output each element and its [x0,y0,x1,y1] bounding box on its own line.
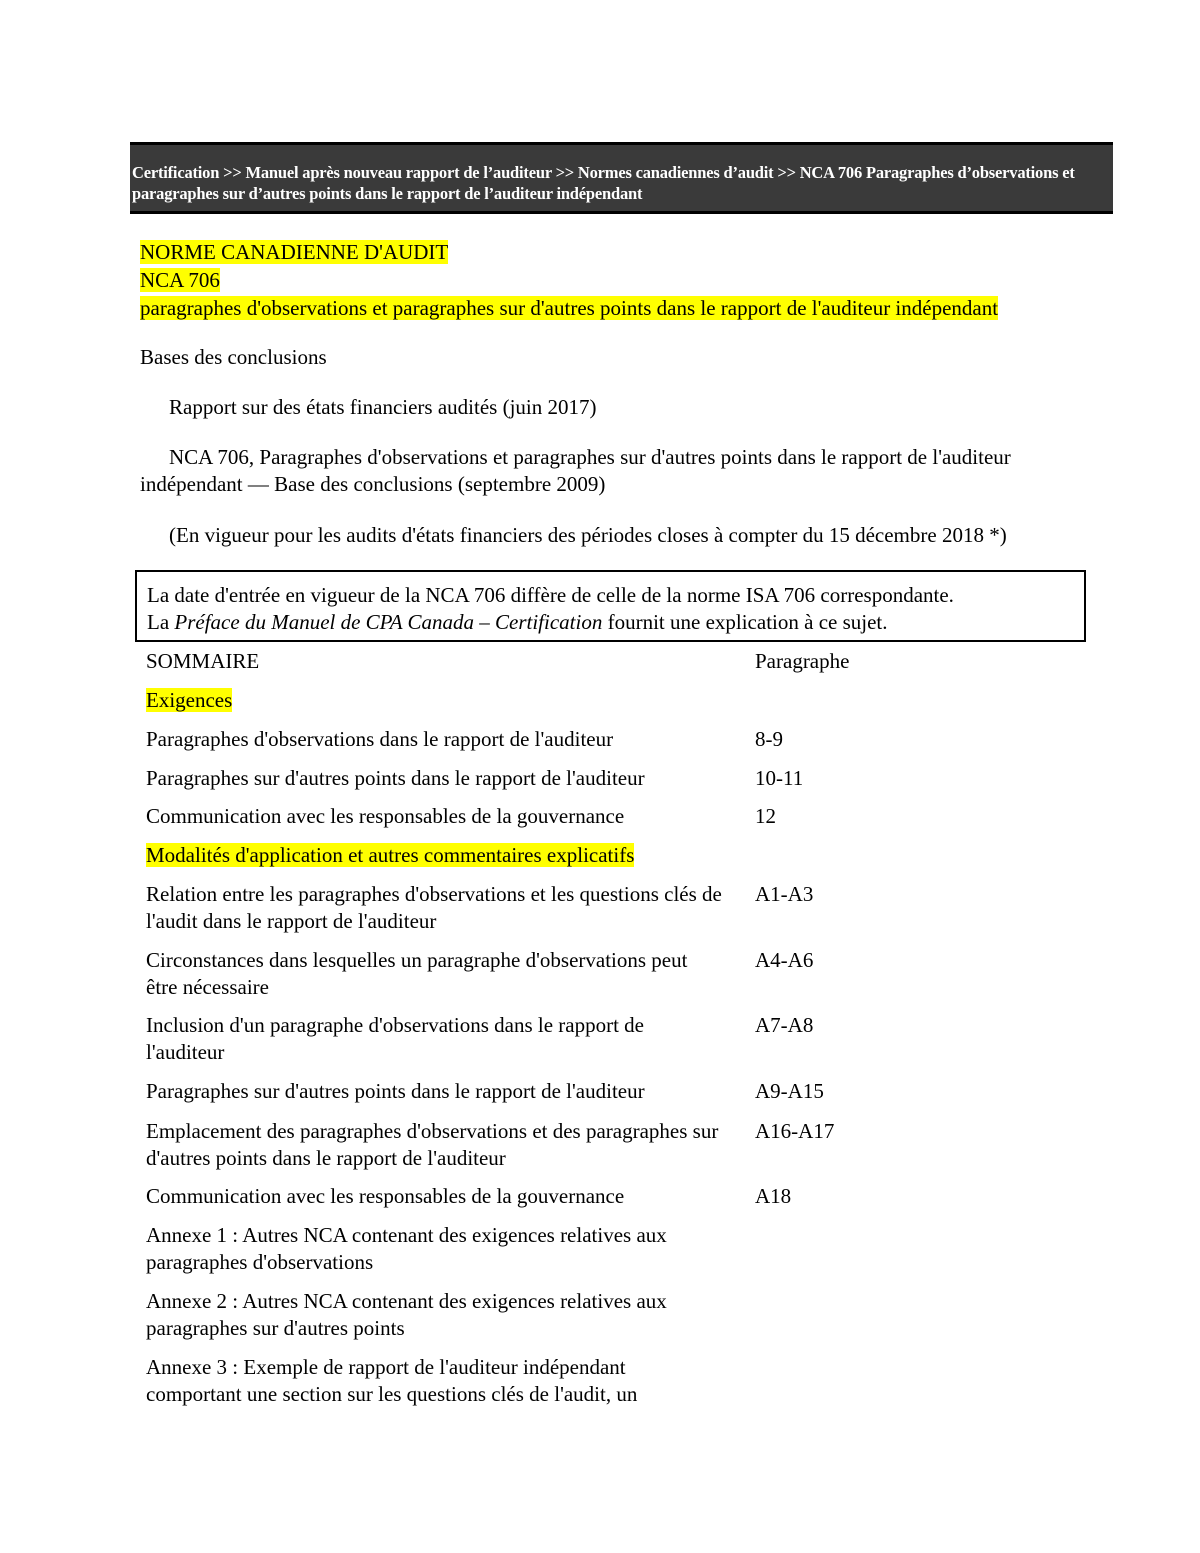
toc-row-label: Relation entre les paragraphes d'observations et les questions clés de l'audit dans le rapport de l'auditeur [146,882,722,933]
toc-row-label: Inclusion d'un paragraphe d'observations dans le rapport de l'auditeur [146,1013,645,1064]
notice-line-1: La date d'entrée en vigueur de la NCA 706 diffère de celle de la norme ISA 706 correspondante. [147,583,954,607]
toc-row-paragraph: 8-9 [755,727,783,751]
toc-header-paragraph: Paragraphe [755,649,850,673]
toc-row-label: Communication avec les responsables de la gouvernance [146,804,625,828]
toc-row-paragraph: 10-11 [755,766,804,790]
standard-heading [140,238,998,322]
toc-row-label: Emplacement des paragraphes d'observations et des paragraphes sur d'autres points dans le rapport de l'auditeur [146,1119,719,1170]
notice-line-2: La Préface du Manuel de CPA Canada – Certification fournit une explication à ce sujet. [147,610,888,634]
toc-row-paragraph: A1-A3 [755,882,814,906]
toc-row-paragraph: A18 [755,1184,792,1208]
notice-box [135,570,1086,642]
report-title: Rapport sur des états financiers audités (juin 2017) [169,395,597,419]
toc-row-paragraph: A7-A8 [755,1013,814,1037]
heading-standard-title: paragraphes d'observations et paragraphes sur d'autres points dans le rapport de l'auditeur indépendant [140,296,999,320]
toc-row-label: Circonstances dans lesquelles un paragraphe d'observations peut être nécessaire [146,948,688,999]
toc-row-paragraph: A16-A17 [755,1119,835,1143]
toc-row-paragraph: A4-A6 [755,948,814,972]
toc-row-label: Annexe 2 : Autres NCA contenant des exigences relatives aux paragraphes sur d'autres points [146,1289,667,1340]
toc-row-label: Paragraphes sur d'autres points dans le rapport de l'auditeur [146,1079,645,1103]
preface-reference: Préface du Manuel de CPA Canada – Certification [174,610,603,634]
toc-row-label: Communication avec les responsables de la gouvernance [146,1184,625,1208]
toc-row-paragraph: 12 [755,804,776,828]
toc-row-label: Paragraphes sur d'autres points dans le rapport de l'auditeur [146,766,645,790]
effective-date-note: (En vigueur pour les audits d'états financiers des périodes closes à compter du 15 décembre 2018 *) [169,523,1007,547]
nca-basis-line: NCA 706, Paragraphes d'observations et paragraphes sur d'autres points dans le rapport de l'auditeur indépendant — Base des conclusions (septembre 2009) [140,445,1011,496]
toc-row-label: Annexe 3 : Exemple de rapport de l'auditeur indépendant comportant une section sur les questions clés de l'audit, un [146,1355,638,1406]
toc-header-summary: SOMMAIRE [146,649,260,673]
heading-standard-type: NORME CANADIENNE D'AUDIT [140,240,449,264]
bases-title: Bases des conclusions [140,345,327,369]
toc-row-paragraph: A9-A15 [755,1079,824,1103]
breadcrumb[interactable]: Certification >> Manuel après nouveau rapport de l’auditeur >> Normes canadiennes d’audit >> NCA 706 Paragraphes d’observations et paragraphes sur d’autres points dans le rapport de l’auditeur indépendant [130,142,1113,214]
toc-row-label: Annexe 1 : Autres NCA contenant des exigences relatives aux paragraphes d'observations [146,1223,667,1274]
heading-standard-number: NCA 706 [140,268,220,292]
toc-row-label: Paragraphes d'observations dans le rapport de l'auditeur [146,727,614,751]
